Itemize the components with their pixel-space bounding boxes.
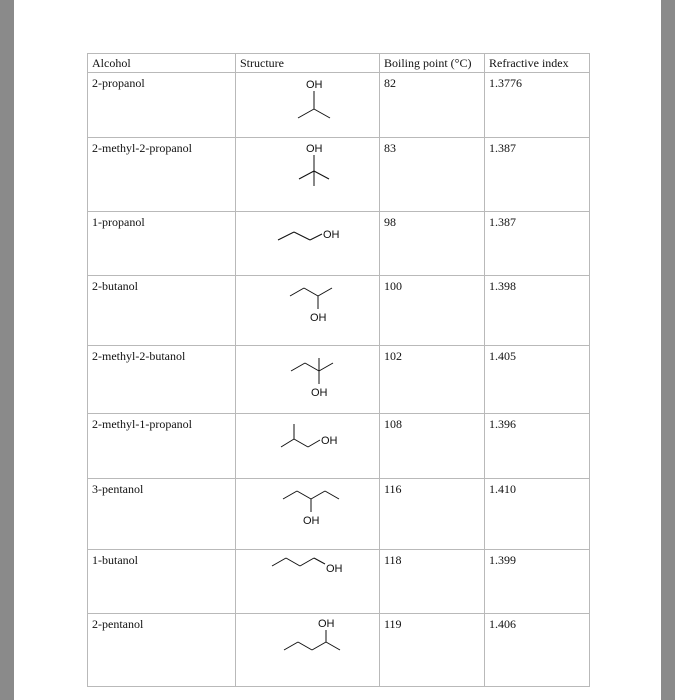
- boiling-point: 108: [380, 414, 485, 479]
- structure-2-methyl-1-propanol: [236, 414, 371, 478]
- refractive-index: 1.399: [485, 550, 590, 614]
- alcohol-name: 1-propanol: [88, 212, 236, 276]
- boiling-point: 118: [380, 550, 485, 614]
- table-row: [88, 346, 590, 414]
- alcohol-name: 2-propanol: [88, 73, 236, 138]
- table-row: [88, 414, 590, 479]
- boiling-point: 102: [380, 346, 485, 414]
- structure-cell: [236, 550, 380, 614]
- oh-label: OH: [326, 563, 343, 575]
- table-row: [88, 614, 590, 687]
- oh-label: OH: [306, 143, 323, 155]
- table-row: [88, 138, 590, 212]
- structure-2-propanol: [236, 73, 371, 137]
- header-alcohol: Alcohol: [88, 54, 236, 73]
- structure-1-propanol: [236, 212, 371, 275]
- header-boiling-point: Boiling point (°C): [380, 54, 485, 73]
- alcohol-name: 2-butanol: [88, 276, 236, 346]
- oh-label: OH: [303, 515, 320, 527]
- refractive-index: 1.398: [485, 276, 590, 346]
- refractive-index: 1.410: [485, 479, 590, 550]
- alcohol-name: 3-pentanol: [88, 479, 236, 550]
- header-refractive-index: Refractive index: [485, 54, 590, 73]
- table-row: [88, 212, 590, 276]
- structure-cell: [236, 479, 380, 550]
- refractive-index: 1.396: [485, 414, 590, 479]
- oh-label: OH: [318, 618, 335, 630]
- structure-2-methyl-2-butanol: [236, 346, 371, 413]
- structure-1-butanol: [236, 550, 371, 613]
- alcohol-name: 2-methyl-1-propanol: [88, 414, 236, 479]
- boiling-point: 98: [380, 212, 485, 276]
- refractive-index: 1.406: [485, 614, 590, 687]
- oh-label: OH: [310, 312, 327, 324]
- table-row: [88, 276, 590, 346]
- refractive-index: 1.387: [485, 212, 590, 276]
- structure-2-methyl-2-propanol: [236, 138, 371, 211]
- boiling-point: 83: [380, 138, 485, 212]
- structure-2-pentanol: [236, 614, 371, 686]
- header-structure: Structure: [236, 54, 380, 73]
- boiling-point: 116: [380, 479, 485, 550]
- document-page: [14, 0, 661, 700]
- structure-cell: [236, 276, 380, 346]
- table-row: [88, 479, 590, 550]
- refractive-index: 1.405: [485, 346, 590, 414]
- boiling-point: 82: [380, 73, 485, 138]
- alcohol-name: 2-methyl-2-butanol: [88, 346, 236, 414]
- structure-cell: [236, 614, 380, 687]
- oh-label: OH: [311, 387, 328, 399]
- refractive-index: 1.387: [485, 138, 590, 212]
- header-row: [88, 54, 590, 73]
- refractive-index: 1.3776: [485, 73, 590, 138]
- structure-cell: [236, 414, 380, 479]
- structure-cell: [236, 138, 380, 212]
- oh-label: OH: [323, 229, 340, 241]
- structure-2-butanol: [236, 276, 371, 345]
- structure-3-pentanol: [236, 479, 371, 549]
- structure-cell: [236, 346, 380, 414]
- table-row: [88, 550, 590, 614]
- alcohol-name: 2-methyl-2-propanol: [88, 138, 236, 212]
- alcohol-table: [87, 53, 590, 687]
- boiling-point: 119: [380, 614, 485, 687]
- structure-cell: [236, 73, 380, 138]
- table-row: [88, 73, 590, 138]
- structure-cell: [236, 212, 380, 276]
- boiling-point: 100: [380, 276, 485, 346]
- oh-label: OH: [306, 79, 323, 91]
- oh-label: OH: [321, 435, 338, 447]
- alcohol-name: 2-pentanol: [88, 614, 236, 687]
- alcohol-name: 1-butanol: [88, 550, 236, 614]
